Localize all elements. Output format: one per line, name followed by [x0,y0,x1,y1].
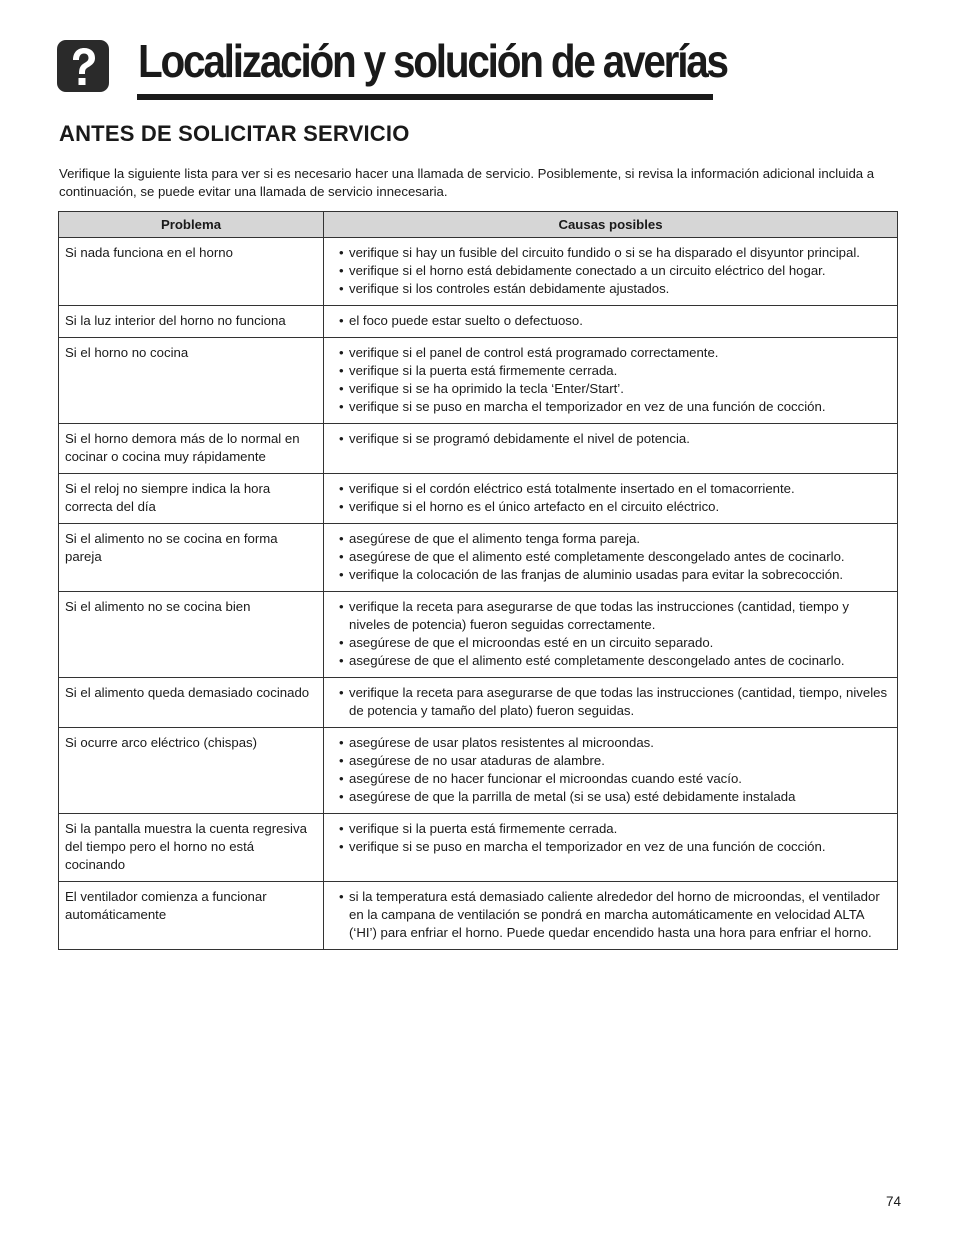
causes-cell [324,338,898,424]
causes-list [330,312,891,330]
problem-cell: Si el alimento no se cocina bien [59,592,324,678]
causes-cell [324,424,898,474]
cause-item: • verifique si el horno está debidamente conectado a un circuito eléctrico del hogar. [335,262,891,280]
cause-item: • verifique si la puerta está firmemente cerrada. [335,820,891,838]
causes-cell [324,524,898,592]
causes-list [330,684,891,720]
problem-cell: Si el horno no cocina [59,338,324,424]
column-header-problem: Problema [59,212,324,238]
causes-list [330,598,891,670]
cause-item: • verifique si se programó debidamente el nivel de potencia. [335,430,891,448]
problem-cell: Si el alimento no se cocina en forma pareja [59,524,324,592]
table-row [59,338,898,424]
cause-item: • verifique si se ha oprimido la tecla ‘Enter/Start’. [335,380,891,398]
table-row [59,238,898,306]
table-row [59,728,898,814]
causes-cell [324,306,898,338]
cause-item: • verifique si el panel de control está programado correctamente. [335,344,891,362]
table-row [59,474,898,524]
problem-cell: El ventilador comienza a funcionar automáticamente [59,882,324,950]
intro-paragraph: Verifique la siguiente lista para ver si es necesario hacer una llamada de servicio. Posiblemente, si revisa la información adicional incluida a continuación, se puede evitar una llamada de servicio innecesaria. [59,166,875,199]
problem-cell: Si el alimento queda demasiado cocinado [59,678,324,728]
causes-cell [324,238,898,306]
cause-item: • verifique la receta para asegurarse de que todas las instrucciones (cantidad, tiempo, niveles de potencia y tamaño del plato) fueron seguidas. [335,684,891,720]
cause-item: • asegúrese de no hacer funcionar el microondas cuando esté vacío. [335,770,891,788]
cause-item: • el foco puede estar suelto o defectuoso. [335,312,891,330]
cause-item: • verifique la receta para asegurarse de que todas las instrucciones (cantidad, tiempo y niveles de potencia) fueron seguidas correctamente. [335,598,891,634]
table-row [59,306,898,338]
problem-cell: Si el reloj no siempre indica la hora correcta del día [59,474,324,524]
table-row [59,592,898,678]
causes-list [330,530,891,584]
page-number: 74 [886,1194,902,1209]
cause-item: • verifique si se puso en marcha el temporizador en vez de una función de cocción. [335,838,891,856]
section-heading: ANTES DE SOLICITAR SERVICIO [59,121,410,146]
table-row [59,524,898,592]
cause-item: • verifique si la puerta está firmemente cerrada. [335,362,891,380]
causes-cell [324,678,898,728]
cause-item: • verifique si los controles están debidamente ajustados. [335,280,891,298]
causes-cell [324,814,898,882]
cause-item: • verifique si se puso en marcha el temporizador en vez de una función de cocción. [335,398,891,416]
table-row [59,424,898,474]
causes-cell [324,592,898,678]
table-row [59,882,898,950]
problem-cell: Si ocurre arco eléctrico (chispas) [59,728,324,814]
causes-list [330,820,891,856]
cause-item: • verifique si el horno es el único artefacto en el circuito eléctrico. [335,498,891,516]
cause-item: • asegúrese de que el alimento esté completamente descongelado antes de cocinarlo. [335,548,891,566]
cause-item: • asegúrese de usar platos resistentes al microondas. [335,734,891,752]
cause-item: • asegúrese de que el alimento esté completamente descongelado antes de cocinarlo. [335,652,891,670]
cause-item: • asegúrese de que la parrilla de metal (si se usa) esté debidamente instalada [335,788,891,806]
causes-list [330,480,891,516]
causes-list [330,344,891,416]
problem-cell: Si el horno demora más de lo normal en cocinar o cocina muy rápidamente [59,424,324,474]
table-header-row [59,212,898,238]
causes-cell [324,882,898,950]
causes-list [330,734,891,806]
page-title: Localización y solución de averías [138,35,727,87]
causes-cell [324,474,898,524]
table-row [59,814,898,882]
cause-item: • verifique si hay un fusible del circuito fundido o si se ha disparado el disyuntor principal. [335,244,891,262]
cause-item: • verifique la colocación de las franjas de aluminio usadas para evitar la sobrecocción. [335,566,891,584]
table-body [59,238,898,950]
cause-item: • verifique si el cordón eléctrico está totalmente insertado en el tomacorriente. [335,480,891,498]
problem-cell: Si la luz interior del horno no funciona [59,306,324,338]
cause-item: • asegúrese de que el alimento tenga forma pareja. [335,530,891,548]
cause-item: • si la temperatura está demasiado caliente alrededor del horno de microondas, el ventilador en la campana de ventilación se pondrá en marcha automáticamente en velocidad ALTA (‘HI’) para enfriar el horno. Puede quedar encendido hasta una hora para enfriar el horno. [335,888,891,942]
cause-item: • asegúrese de que el microondas esté en un circuito separado. [335,634,891,652]
question-mark-icon [57,40,109,92]
problem-cell: Si la pantalla muestra la cuenta regresiva del tiempo pero el horno no está cocinando [59,814,324,882]
problem-cell: Si nada funciona en el horno [59,238,324,306]
cause-item: • asegúrese de no usar ataduras de alambre. [335,752,891,770]
causes-list [330,888,891,942]
table-row [59,678,898,728]
title-rule [137,94,713,100]
column-header-causes: Causas posibles [324,212,898,238]
causes-list [330,430,891,448]
causes-list [330,244,891,298]
troubleshooting-table [58,211,898,950]
causes-cell [324,728,898,814]
